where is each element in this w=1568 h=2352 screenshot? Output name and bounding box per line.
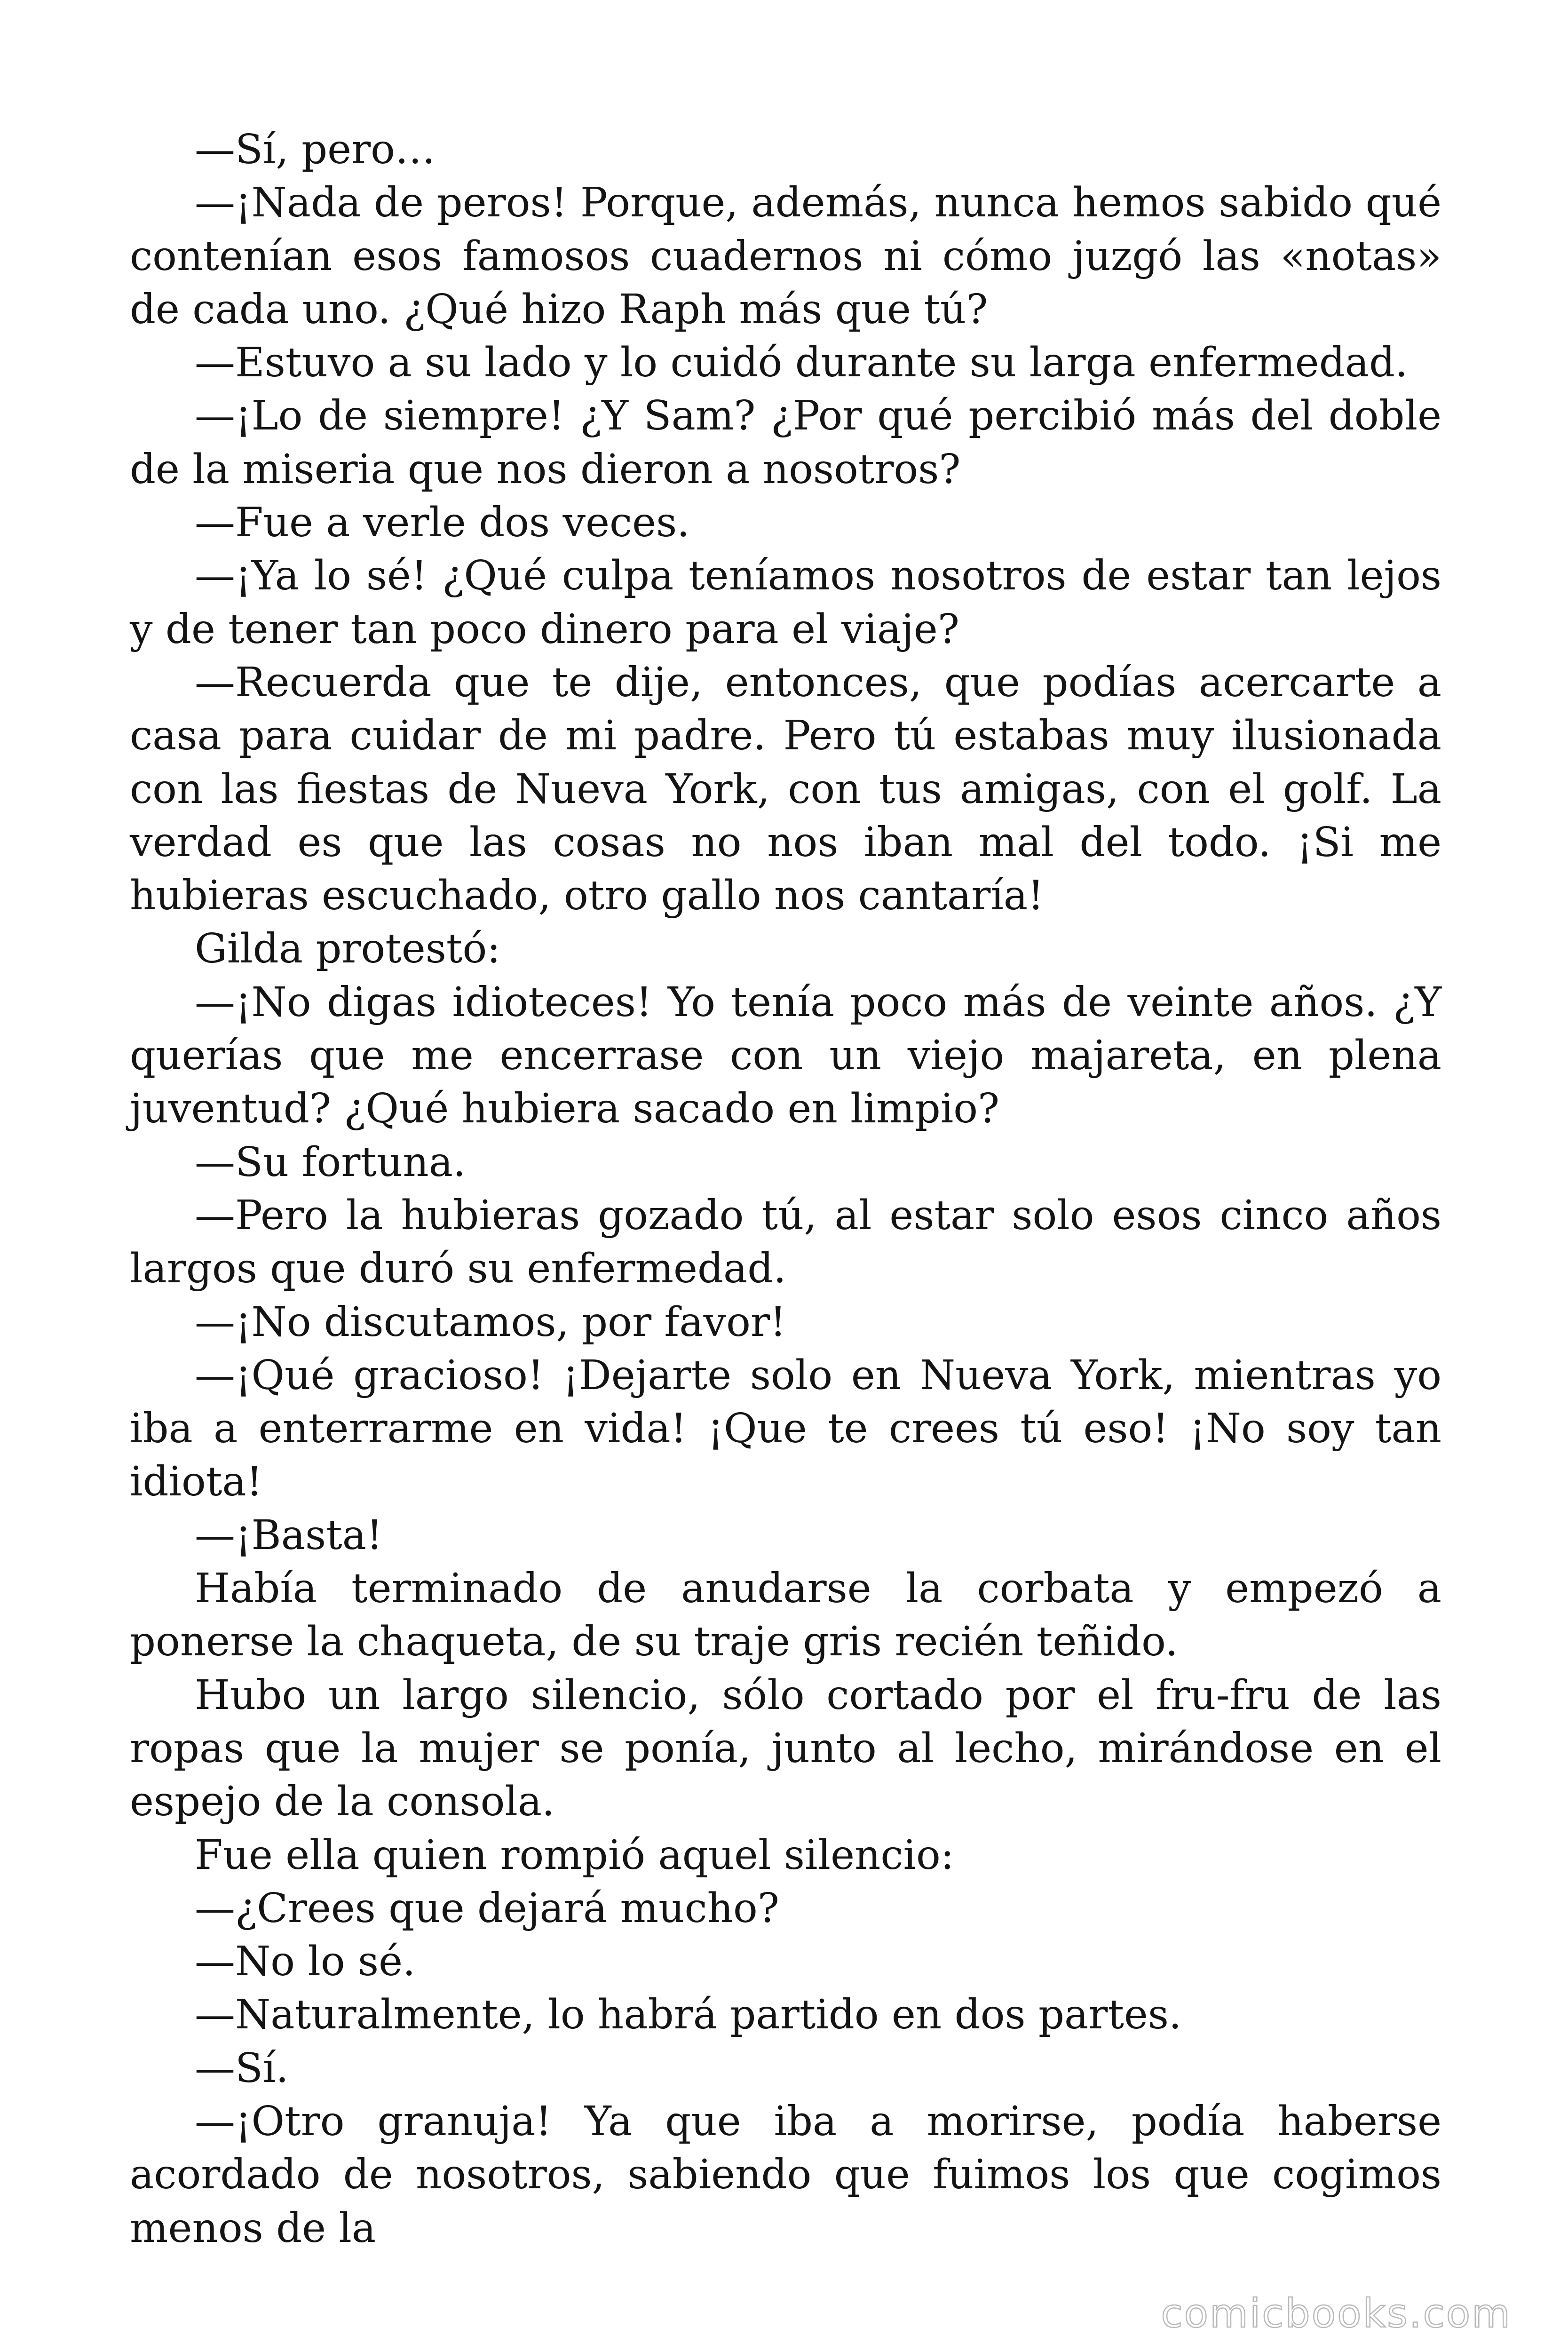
paragraph: Hubo un largo silencio, sólo cortado por el fru-fru de las ropas que la mujer se ponía, junto al lecho, mirándose en el espejo de la consola. <box>130 1671 1441 1826</box>
paragraph: —¡Lo de siempre! ¿Y Sam? ¿Por qué percibió más del doble de la miseria que nos dieron a nosotros? <box>130 392 1441 493</box>
paragraph: Había terminado de anudarse la corbata y empezó a ponerse la chaqueta, de su traje gris recién teñido. <box>130 1565 1441 1666</box>
paragraph: —Fue a verle dos veces. <box>195 499 690 547</box>
paragraph: —No lo sé. <box>195 1938 416 1986</box>
book-page-body <box>130 123 1441 2255</box>
paragraph: —¡No digas idioteces! Yo tenía poco más de veinte años. ¿Y querías que me encerrase con un viejo majareta, en plena juventud? ¿Qué hubiera sacado en limpio? <box>130 978 1441 1133</box>
paragraph: Gilda protestó: <box>195 925 501 973</box>
paragraph: —Sí. <box>195 2044 289 2092</box>
watermark: comicbooks.com <box>1161 2290 1512 2336</box>
paragraph: —¡Otro granuja! Ya que iba a morirse, podía haberse acordado de nosotros, sabiendo que fuimos los que cogimos menos de la <box>130 2098 1441 2252</box>
paragraph: —Pero la hubieras gozado tú, al estar solo esos cinco años largos que duró su enfermedad. <box>130 1192 1441 1293</box>
paragraph: —Estuvo a su lado y lo cuidó durante su larga enfermedad. <box>195 339 1408 387</box>
paragraph: —¡Nada de peros! Porque, además, nunca hemos sabido qué contenían esos famosos cuadernos ni cómo juzgó las «notas» de cada uno. ¿Qué hizo Raph más que tú? <box>130 179 1441 333</box>
paragraph: Fue ella quien rompió aquel silencio: <box>195 1831 954 1879</box>
paragraph: —Sí, pero… <box>195 126 436 173</box>
paragraph: —¡No discutamos, por favor! <box>195 1298 786 1346</box>
paragraph: —Su fortuna. <box>195 1138 466 1186</box>
paragraph: —¿Crees que dejará mucho? <box>195 1884 779 1932</box>
paragraph: —¡Basta! <box>195 1511 383 1559</box>
paragraph: —Naturalmente, lo habrá partido en dos partes. <box>195 1991 1182 2039</box>
paragraph: —¡Ya lo sé! ¿Qué culpa teníamos nosotros de estar tan lejos y de tener tan poco dinero para el viaje? <box>130 552 1441 653</box>
paragraph: —¡Qué gracioso! ¡Dejarte solo en Nueva York, mientras yo iba a enterrarme en vida! ¡Que te crees tú eso! ¡No soy tan idiota! <box>130 1351 1441 1506</box>
paragraph: —Recuerda que te dije, entonces, que podías acercarte a casa para cuidar de mi padre. Pero tú estabas muy ilusionada con las fiestas de Nueva York, con tus amigas, con el golf. La verdad es que las cosas no nos iban mal del todo. ¡Si me hubieras escuchado, otro gallo nos cantaría! <box>130 659 1441 920</box>
